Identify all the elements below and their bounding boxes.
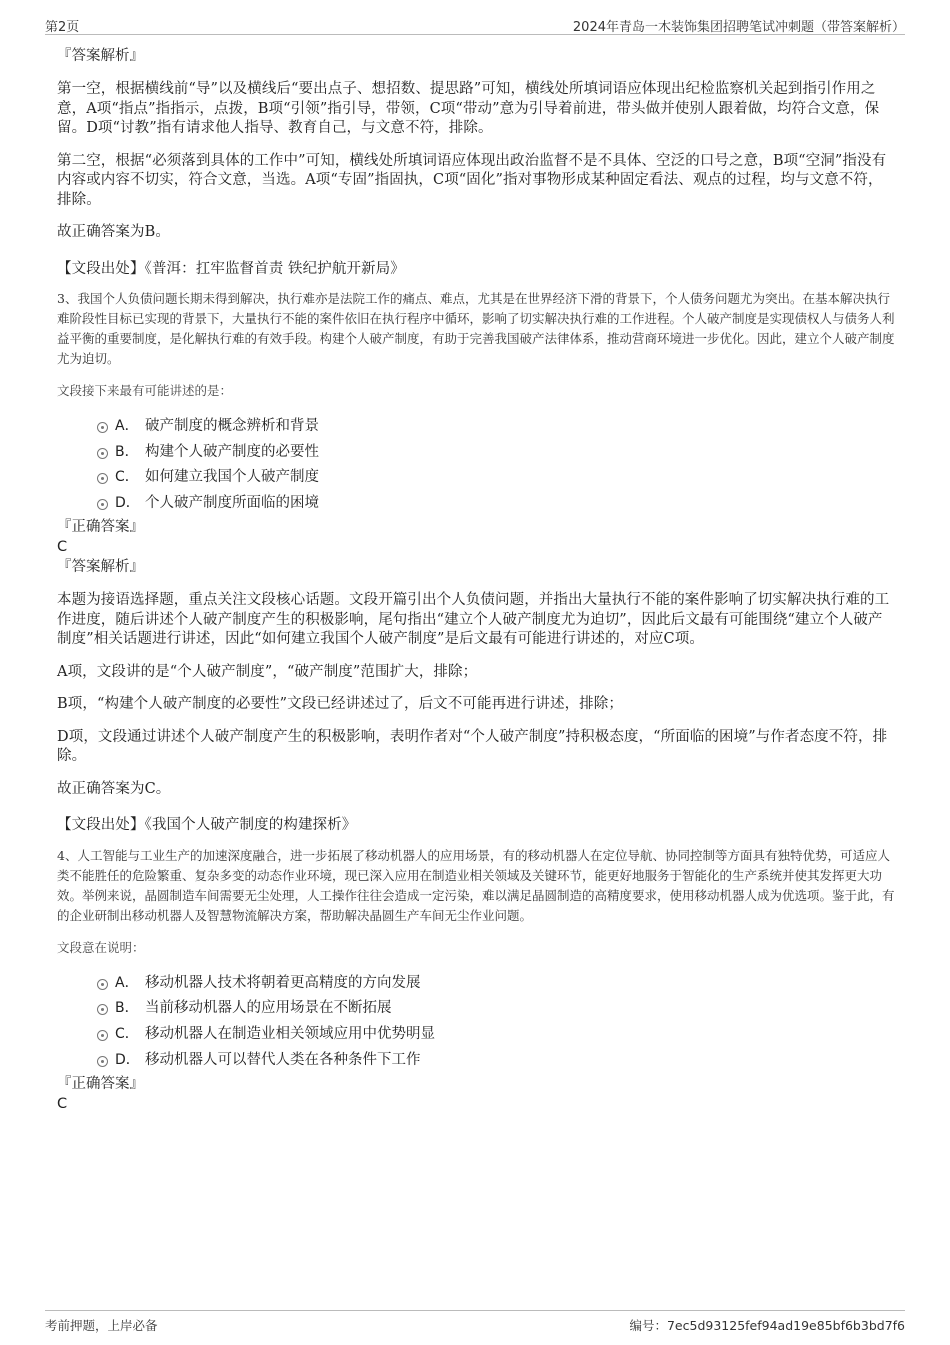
q3-analysis-paragraph-2: A项，文段讲的是“个人破产制度”，“破产制度”范围扩大，排除； bbox=[57, 663, 478, 680]
q2-analysis-paragraph-1: 第一空，根据横线前“导”以及横线后“要出点子、想招数、提思路”可知，横线处所填词语应体现出纪检监察机关起到指引作用之意，A项“指点”指指示，点拨，B项“引领”指引导，带领，C项“带动”意为引导着前进，带头做并使别人跟着做，均符合文意，保留。D项“讨教”指有请求他人指导、教育自己，与文意不符，排除。 bbox=[57, 81, 880, 136]
footer-serial: 编号：7ec5d93125fef94ad19e85bf6b3bd7f6 bbox=[629, 1318, 905, 1333]
q3-source: 【文段出处】《我国个人破产制度的构建探析》 bbox=[57, 817, 357, 834]
q2-conclusion: 故正确答案为B。 bbox=[57, 224, 170, 240]
q3-answer-label: 『正确答案』 bbox=[57, 519, 144, 536]
q3-options bbox=[57, 416, 895, 518]
q4-options bbox=[57, 973, 895, 1075]
q2-analysis-paragraph-2: 第二空，根据“必须落到具体的工作中”可知，横线处所填词语应体现出政治监督不是不具体、空泛的口号之意，B项“空洞”指没有内容或内容不切实，符合文意，当选。A项“专固”指固执，C项“固化”指对事物形成某种固定看法、观点的过程，均与文意不符，排除。 bbox=[57, 152, 887, 208]
page-footer bbox=[45, 1310, 905, 1333]
q3-option-d[interactable]: D． 个人破产制度所面临的困境 bbox=[97, 493, 895, 519]
q3-question-text: 3、我国个人负债问题长期未得到解决，执行难亦是法院工作的痛点、难点，尤其是在世界经济下滑的背景下，个人债务问题尤为突出。在基本解决执行难阶段性目标已实现的背景下，大量执行不能的案件依旧在执行程序中循环，影响了切实解决执行难的工作进程。个人破产制度是实现债权人与债务人利益平衡的重要制度，是化解执行难的有效手段。构建个人破产制度，有助于完善我国破产法律体系，推动营商环境进一步优化。因此，建立个人破产制度尤为迫切。 bbox=[57, 291, 895, 366]
q3-conclusion: 故正确答案为C。 bbox=[57, 780, 171, 797]
footer-slogan: 考前押题，上岸必备 bbox=[45, 1318, 158, 1333]
page-content bbox=[57, 44, 895, 1114]
q3-option-b[interactable]: B． 构建个人破产制度的必要性 bbox=[97, 442, 895, 468]
radio-button-icon[interactable] bbox=[97, 1004, 108, 1015]
q4-option-c[interactable]: C． 移动机器人在制造业相关领域应用中优势明显 bbox=[97, 1024, 895, 1050]
radio-button-icon[interactable] bbox=[97, 473, 108, 484]
radio-button-icon[interactable] bbox=[97, 1056, 108, 1067]
q3-option-a[interactable]: A． 破产制度的概念辨析和背景 bbox=[97, 416, 895, 442]
radio-button-icon[interactable] bbox=[97, 499, 108, 510]
q3-prompt: 文段接下来最有可能讲述的是： bbox=[57, 383, 233, 398]
radio-button-icon[interactable] bbox=[97, 1030, 108, 1041]
page-number: 第2页 bbox=[45, 20, 80, 35]
q4-question-text: 4、人工智能与工业生产的加速深度融合，进一步拓展了移动机器人的应用场景，有的移动机器人在定位导航、协同控制等方面具有独特优势，可适应人类不能胜任的危险繁重、复杂多变的动态作业环境，现已深入应用在制造业相关领域及关键环节，能更好地服务于智能化的生产系统并使其发挥更大功效。举例来说，晶圆制造车间需要无尘处理，人工操作往往会造成一定污染，难以满足晶圆制造的高精度要求，使用移动机器人成为优选项。鉴于此，有的企业研制出移动机器人及智慧物流解决方案，帮助解决晶圆生产车间无尘作业问题。 bbox=[57, 847, 895, 923]
q3-analysis-paragraph-3: B项，“构建个人破产制度的必要性”文段已经讲述过了，后文不可能再进行讲述，排除； bbox=[57, 696, 623, 713]
q4-answer: C bbox=[57, 1096, 68, 1113]
q3-option-c[interactable]: C． 如何建立我国个人破产制度 bbox=[97, 467, 895, 493]
q3-analysis-paragraph-1: 本题为接语选择题，重点关注文段核心话题。文段开篇引出个人负债问题，并指出大量执行不能的案件影响了切实解决执行难的工作进度，随后讲述个人破产制度产生的积极影响，尾句指出“建立个人破产制度尤为迫切”，因此后文最有可能围绕“建立个人破产制度”相关话题进行讲述，因此“如何建立我国个人破产制度”是后文最有可能进行讲述的，对应C项。 bbox=[57, 592, 890, 648]
q3-answer: C bbox=[57, 539, 68, 556]
q3-analysis-paragraph-4: D项，文段通过讲述个人破产制度产生的积极影响，表明作者对“个人破产制度”持积极态度，“所面临的困境”与作者态度不符，排除。 bbox=[57, 728, 888, 765]
q4-prompt: 文段意在说明： bbox=[57, 939, 145, 955]
q2-analysis-label: 『答案解析』 bbox=[57, 48, 144, 64]
radio-button-icon[interactable] bbox=[97, 422, 108, 433]
radio-button-icon[interactable] bbox=[97, 979, 108, 990]
q3-analysis-label: 『答案解析』 bbox=[57, 559, 144, 576]
q2-source: 【文段出处】《普洱：扛牢监督首责 铁纪护航开新局》 bbox=[57, 260, 405, 277]
q4-option-b[interactable]: B． 当前移动机器人的应用场景在不断拓展 bbox=[97, 998, 895, 1024]
radio-button-icon[interactable] bbox=[97, 448, 108, 459]
document-title: 2024年青岛一木装饰集团招聘笔试冲刺题（带答案解析） bbox=[572, 20, 905, 35]
q4-option-a[interactable]: A． 移动机器人技术将朝着更高精度的方向发展 bbox=[97, 973, 895, 999]
q4-option-d[interactable]: D． 移动机器人可以替代人类在各种条件下工作 bbox=[97, 1050, 895, 1076]
page-header bbox=[45, 14, 905, 35]
q4-answer-label: 『正确答案』 bbox=[57, 1076, 144, 1093]
